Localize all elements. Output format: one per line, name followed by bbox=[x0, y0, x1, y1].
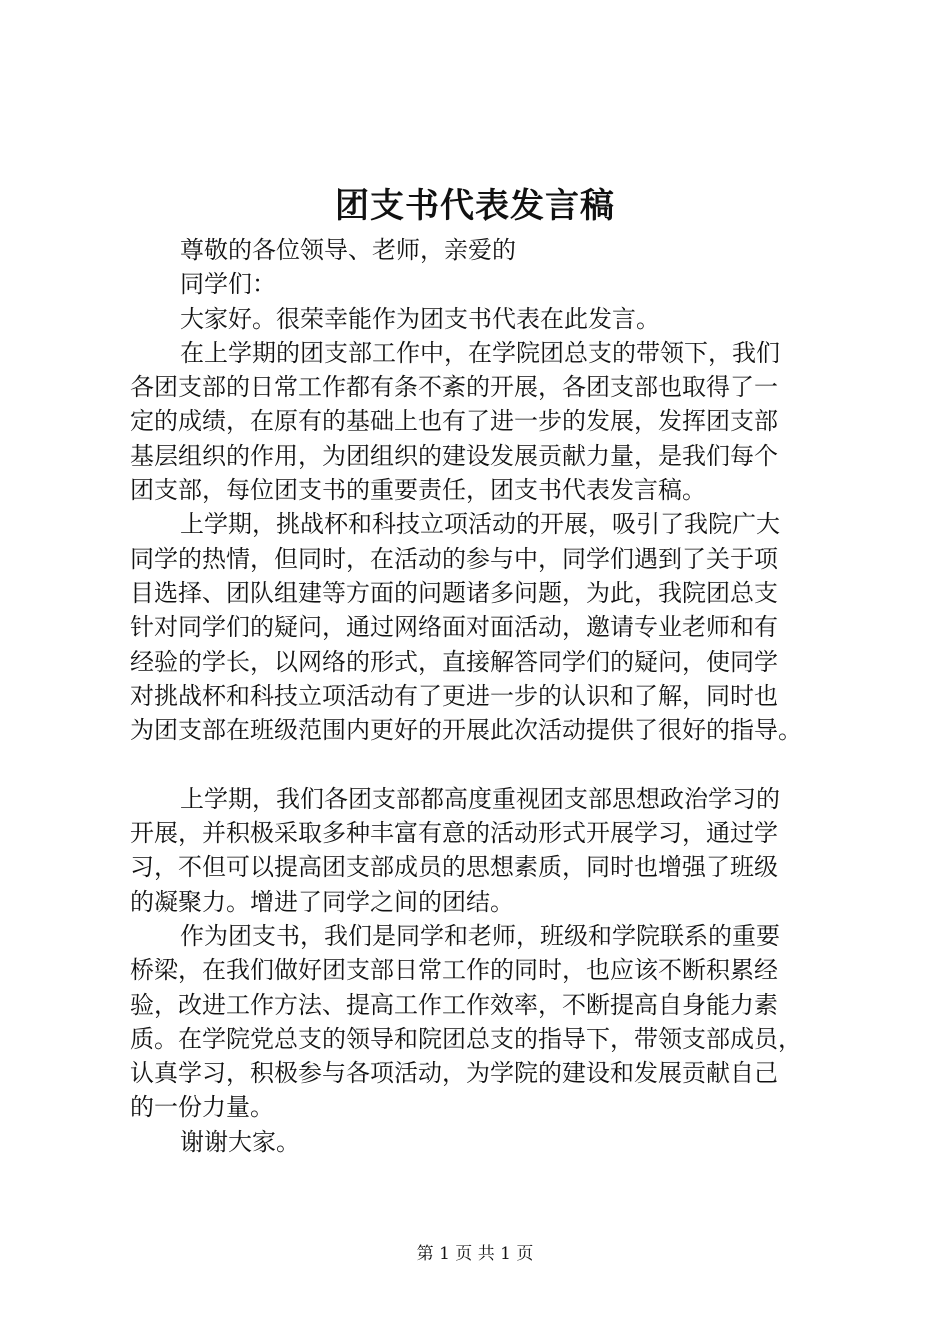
body-line: 为团支部在班级范围内更好的开展此次活动提供了很好的指导。 bbox=[130, 716, 802, 745]
body-line: 基层组织的作用，为团组织的建设发展贡献力量，是我们每个 bbox=[130, 441, 778, 470]
body-line: 开展，并积极采取多种丰富有意的活动形式开展学习，通过学 bbox=[130, 819, 778, 848]
body-line: 的凝聚力。增进了同学之间的团结。 bbox=[130, 887, 514, 916]
body-line: 大家好。很荣幸能作为团支书代表在此发言。 bbox=[180, 304, 660, 333]
document-body bbox=[130, 233, 850, 1159]
body-line: 在上学期的团支部工作中，在学院团总支的带领下，我们 bbox=[180, 338, 780, 367]
body-line: 质。在学院党总支的领导和院团总支的指导下，带领支部成员， bbox=[130, 1024, 802, 1053]
body-line: 习，不但可以提高团支部成员的思想素质，同时也增强了班级 bbox=[130, 853, 778, 882]
page-footer: 第 1 页 共 1 页 bbox=[416, 1244, 534, 1264]
body-line: 目选择、团队组建等方面的问题诸多问题，为此，我院团总支 bbox=[130, 578, 778, 607]
document-title: 团支书代表发言稿 bbox=[335, 186, 615, 226]
body-line: 上学期，我们各团支部都高度重视团支部思想政治学习的 bbox=[180, 784, 780, 813]
body-line: 同学们： bbox=[180, 270, 276, 299]
body-line: 桥梁，在我们做好团支部日常工作的同时，也应该不断积累经 bbox=[130, 956, 778, 985]
blank-line bbox=[130, 747, 850, 781]
body-line: 定的成绩，在原有的基础上也有了进一步的发展，发挥团支部 bbox=[130, 407, 778, 436]
body-line: 经验的学长，以网络的形式，直接解答同学们的疑问，使同学 bbox=[130, 647, 778, 676]
body-line: 上学期，挑战杯和科技立项活动的开展，吸引了我院广大 bbox=[180, 510, 780, 539]
body-line: 验，改进工作方法、提高工作工作效率，不断提高自身能力素 bbox=[130, 990, 778, 1019]
body-line: 作为团支书，我们是同学和老师，班级和学院联系的重要 bbox=[180, 921, 780, 950]
body-line: 各团支部的日常工作都有条不紊的开展，各团支部也取得了一 bbox=[130, 373, 778, 402]
body-line: 的一份力量。 bbox=[130, 1093, 274, 1122]
body-line: 谢谢大家。 bbox=[180, 1127, 300, 1156]
body-line: 认真学习，积极参与各项活动，为学院的建设和发展贡献自己 bbox=[130, 1059, 778, 1088]
body-line: 同学的热情，但同时，在活动的参与中，同学们遇到了关于项 bbox=[130, 544, 778, 573]
body-line: 团支部，每位团支书的重要责任，团支书代表发言稿。 bbox=[130, 476, 706, 505]
body-line: 尊敬的各位领导、老师，亲爱的 bbox=[180, 236, 516, 264]
body-line: 针对同学们的疑问，通过网络面对面活动，邀请专业老师和有 bbox=[130, 613, 778, 642]
body-line: 对挑战杯和科技立项活动有了更进一步的认识和了解，同时也 bbox=[130, 681, 778, 710]
